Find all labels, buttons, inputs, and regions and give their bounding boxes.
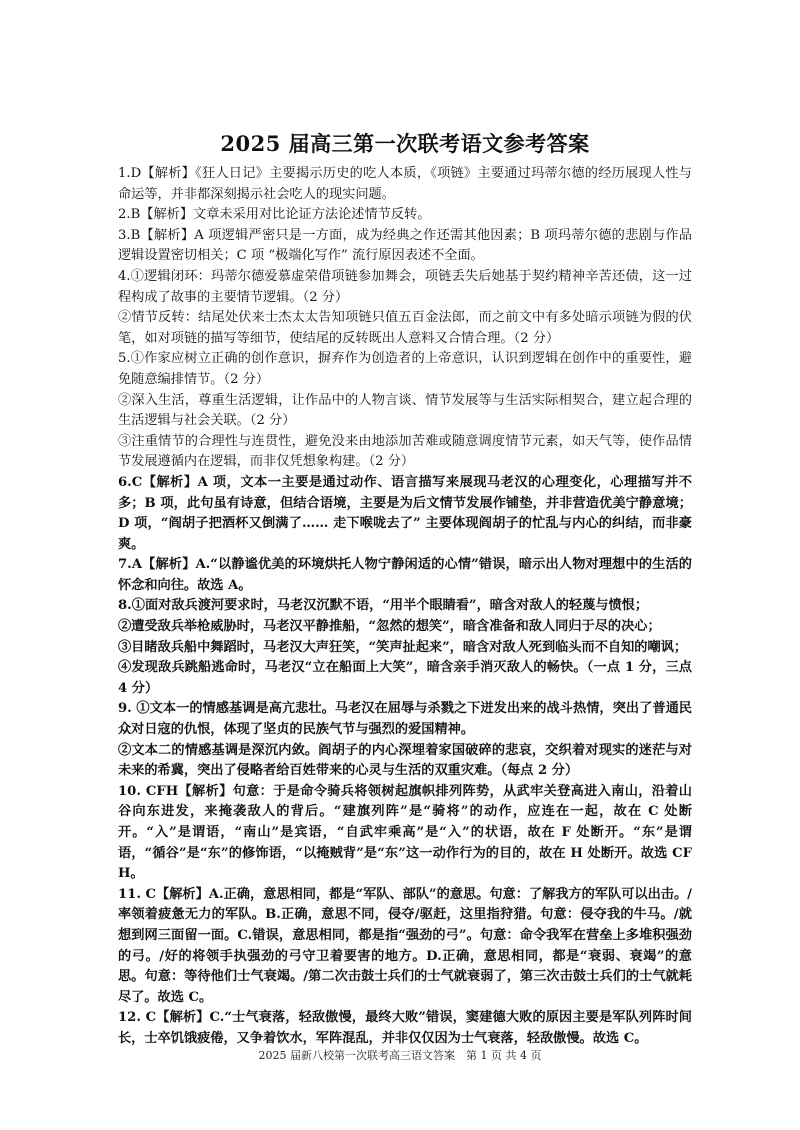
answer-6: 6.C【解析】A 项，文本一主要是通过动作、语言描写来展现马老汉的心理变化，心理描写并不多；B 项，此句虽有诗意，但结合语境，主要是为后文情节发展作铺垫，并非营造优美宁静意境；D 项，“阎胡子把酒杯又倒满了…… 走下喉咙去了” 主要体现阎胡子的忙乱与内心的纠结，而非豪爽。 (118, 474, 692, 552)
page-title: 2025 届高三第一次联考语文参考答案 (220, 131, 590, 156)
answer-9-point-1: 9. ①文本一的情感基调是高亢悲壮。马老汉在屈辱与杀戮之下迸发出来的战斗热情，突出了普通民众对日寇的仇恨，体现了坚贞的民族气节与强烈的爱国精神。 (118, 701, 692, 738)
answer-8-point-3: ③目睹敌兵船中舞蹈时，马老汉大声狂笑，“笑声扯起来”，暗含对敌人死到临头而不自知的嘲讽； (118, 639, 688, 655)
answer-8-point-4: ④发现敌兵跳船逃命时，马老汉“立在船面上大笑”，暗含亲手消灭敌人的畅快。（一点 1 分，三点 4 分） (118, 660, 692, 696)
answer-3: 3.B【解析】A 项逻辑严密只是一方面，成为经典之作还需其他因素；B 项玛蒂尔德的悲剧与作品逻辑设置密切相关；C 项 “极端化写作” 流行原因表述不全面。 (118, 227, 692, 264)
answer-sheet (118, 128, 692, 1050)
answer-12: 12. C【解析】C.“士气衰落，轻敌傲慢，最终大败”错误，窦建德大败的原因主要是军队列阵时间长，士卒饥饿疲倦，又争着饮水，军阵混乱，并非仅仅因为士气衰落，轻敌傲慢。故选 C。 (118, 1010, 692, 1046)
answer-11: 11. C【解析】A.正确，意思相同，都是“军队、部队”的意思。句意：了解我方的军队可以出击。/率领着疲惫无力的军队。B.正确，意思不同，侵夺/驱赶，这里指狩猎。句意：侵夺我的牛马。/就想到网三面留一面。C.错误，意思相同，都是指“强劲的弓”。句意：命令我军在营垒上多堆积强劲的弓。/好的将领手执强劲的弓守卫着要害的地方。D.正确，意思相同，都是“衰弱、衰竭”的意思。句意：等待他们士气衰竭。/第二次击鼓士兵们的士气就衰弱了，第三次击鼓士兵们的士气就耗尽了。故选 C。 (118, 886, 692, 1005)
answer-7: 7.A【解析】A.“以静谧优美的环境烘托人物宁静闲适的心情”错误，暗示出人物对理想中的生活的怀念和向往。故选 A。 (118, 557, 692, 593)
answer-10: 10. CFH【解析】句意：于是命令骑兵将领树起旗帜排列阵势，从武牢关登高进入南山，沿着山谷向东进发，来掩袭敌人的背后。“建旗列阵”是“骑将”的动作，应连在一起，故在 C 处断开。“入”是谓语，“南山”是宾语，“自武牢乘高”是“入”的状语，故在 F 处断开。“东”是谓语，“循谷”是“东”的修饰语，“以掩贼背”是“东”这一动作行为的目的，故在 H 处断开。故选 CFH。 (118, 783, 692, 882)
page-footer: 2025 届新八校第一次联考高三语文答案 第 1 页 共 4 页 (258, 1049, 542, 1062)
answer-4-point-2: ②情节反转：结尾处伏来士杰太太告知项链只值五百金法郎，而之前文中有多处暗示项链为假的伏笔，如对项链的描写等细节，使结尾的反转既出人意料又合情合理。（2 分） (118, 310, 692, 346)
answer-1: 1.D【解析】《狂人日记》主要揭示历史的吃人本质，《项链》主要通过玛蒂尔德的经历展现人性与命运等，并非都深刻揭示社会吃人的现实问题。 (118, 166, 692, 202)
answer-4-point-1: 4.①逻辑闭环：玛蒂尔德爱慕虚荣借项链参加舞会，项链丢失后她基于契约精神辛苦还债，这一过程构成了故事的主要情节逻辑。（2 分） (118, 268, 692, 305)
answer-5-point-1: 5.①作家应树立正确的创作意识，摒弃作为创造者的上帝意识，认识到逻辑在创作中的重要性，避免随意编排情节。（2 分） (118, 351, 692, 387)
answer-5-point-3: ③注重情节的合理性与连贯性，避免没来由地添加苦难或随意调度情节元素，如天气等，使作品情节发展遵循内在逻辑，而非仅凭想象构建。（2 分） (118, 433, 692, 470)
answer-8-point-2: ②遭受敌兵举枪威胁时，马老汉平静推船，“忽然的想笑”，暗含准备和敌人同归于尽的决心； (118, 619, 661, 635)
answer-8-point-1: 8.①面对敌兵渡河要求时，马老汉沉默不语，“用半个眼睛看”，暗含对敌人的轻蔑与愤恨； (118, 598, 649, 614)
answer-5-point-2: ②深入生活，尊重生活逻辑，让作品中的人物言谈、情节发展等与生活实际相契合，建立起合理的生活逻辑与社会关联。（2 分） (118, 392, 692, 429)
answer-9-point-2: ②文本二的情感基调是深沉内敛。阎胡子的内心深埋着家国破碎的悲哀，交织着对现实的迷茫与对未来的希冀，突出了侵略者给百姓带来的心灵与生活的双重灾难。（每点 2 分） (118, 742, 692, 779)
answer-2: 2.B【解析】文章未采用对比论证方法论述情节反转。 (118, 207, 431, 223)
